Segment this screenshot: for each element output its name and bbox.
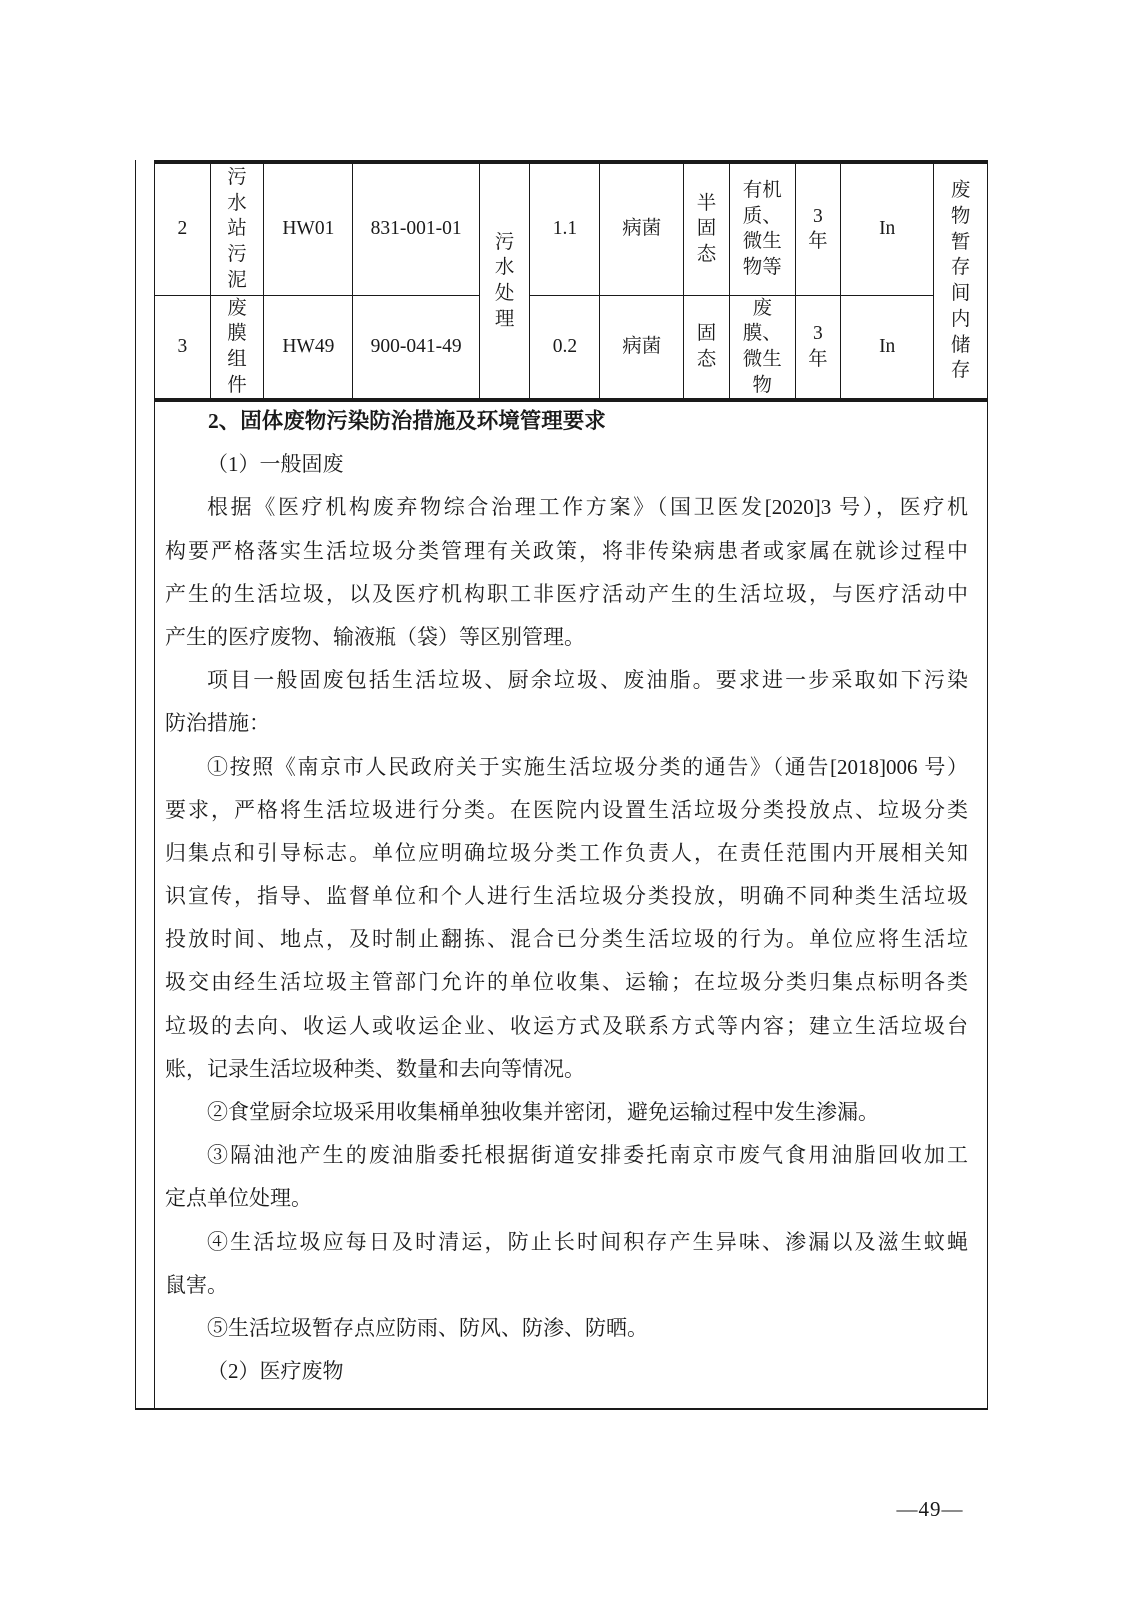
cell-form	[684, 162, 730, 295]
cell-unit: In	[841, 162, 934, 295]
cell-quantity: 0.2	[530, 295, 600, 400]
cell-waste-name	[210, 162, 264, 295]
text-line: 项目一般固废包括生活垃圾、厨余垃圾、废油脂。要求进一步采取如下污染	[207, 668, 968, 693]
wrapped-text: 有机质、微生物等	[742, 179, 782, 278]
text-line: ②食堂厨余垃圾采用收集桶单独收集并密闭，避免运输过程中发生渗漏。	[207, 1100, 879, 1124]
wrapped-text: 废膜、微生物	[742, 297, 782, 396]
vertical-text: 污水处理	[494, 231, 515, 330]
text-line: 账，记录生活垃圾种类、数量和去向等情况。	[165, 1056, 585, 1081]
text-line: 根据《医疗机构废弃物综合治理工作方案》（国卫医发[2020]3 号），医疗机	[207, 495, 968, 520]
vertical-text: 废膜组件	[227, 297, 247, 396]
text-line: 圾交由经生活垃圾主管部门允许的单位收集、运输；在垃圾分类归集点标明各类	[165, 970, 968, 995]
cell-waste-category: HW49	[264, 295, 353, 400]
body-text	[165, 400, 968, 1393]
text-line: 产生的医疗废物、输液瓶（袋）等区别管理。	[165, 624, 585, 649]
text-line: 要求，严格将生活垃圾进行分类。在医院内设置生活垃圾分类投放点、垃圾分类	[165, 797, 968, 822]
text-line: 定点单位处理。	[165, 1186, 312, 1211]
vertical-text: 固态	[696, 323, 717, 370]
text-line: 归集点和引导标志。单位应明确垃圾分类工作负责人，在责任范围内开展相关知	[165, 840, 968, 865]
vertical-text: 3年	[808, 323, 828, 370]
section-heading: 2、固体废物污染防治措施及环境管理要求	[208, 409, 606, 433]
text-line: 垃圾的去向、收运人或收运企业、收运方式及联系方式等内容；建立生活垃圾台	[165, 1013, 968, 1038]
vertical-text: 污水站污泥	[227, 166, 247, 291]
subsection-title: （1）一般固废	[207, 452, 344, 477]
text-line: 鼠害。	[165, 1272, 228, 1297]
text-line: 识宣传，指导、监督单位和个人进行生活垃圾分类投放，明确不同种类生活垃圾	[165, 884, 968, 909]
cell-waste-name	[210, 295, 264, 400]
cell-process-merged	[479, 162, 530, 400]
page-number: —49—	[896, 1497, 964, 1521]
cell-composition	[729, 295, 795, 400]
text-line: ①按照《南京市人民政府关于实施生活垃圾分类的通告》（通告[2018]006 号）	[207, 754, 968, 779]
table-row	[155, 295, 988, 400]
table-row	[155, 162, 988, 295]
cell-form	[684, 295, 730, 400]
cell-seq: 3	[155, 295, 211, 400]
text-line: 投放时间、地点，及时制止翻拣、混合已分类生活垃圾的行为。单位应将生活垃	[165, 927, 968, 952]
vertical-text: 半固态	[696, 192, 717, 266]
cell-seq: 2	[155, 162, 211, 295]
subsection-title: （2）医疗废物	[207, 1359, 344, 1384]
vertical-text: 废物暂存间内储存	[950, 180, 971, 382]
text-line: 构要严格落实生活垃圾分类管理有关政策，将非传染病患者或家属在就诊过程中	[165, 538, 968, 563]
vertical-text: 3年	[808, 205, 828, 253]
cell-storage-period	[795, 295, 841, 400]
cell-hazard: 病菌	[600, 162, 684, 295]
text-line: 防治措施：	[165, 711, 270, 736]
cell-composition	[729, 162, 795, 295]
text-line: ③隔油池产生的废油脂委托根据街道安排委托南京市废气食用油脂回收加工	[207, 1143, 968, 1168]
text-line: ④生活垃圾应每日及时清运，防止长时间积存产生异味、渗漏以及滋生蚊蝇	[207, 1229, 968, 1254]
cell-waste-category: HW01	[264, 162, 353, 295]
cell-disposal-merged	[934, 162, 988, 400]
cell-hazard: 病菌	[600, 295, 684, 400]
cell-unit: In	[841, 295, 934, 400]
cell-waste-code: 900-041-49	[353, 295, 480, 400]
cell-storage-period	[795, 162, 841, 295]
text-line: ⑤生活垃圾暂存点应防雨、防风、防渗、防晒。	[207, 1315, 648, 1340]
cell-quantity: 1.1	[530, 162, 600, 295]
text-line: 产生的生活垃圾，以及医疗机构职工非医疗活动产生的生活垃圾，与医疗活动中	[165, 581, 968, 606]
hazardous-waste-table	[154, 160, 988, 402]
cell-waste-code: 831-001-01	[353, 162, 480, 295]
